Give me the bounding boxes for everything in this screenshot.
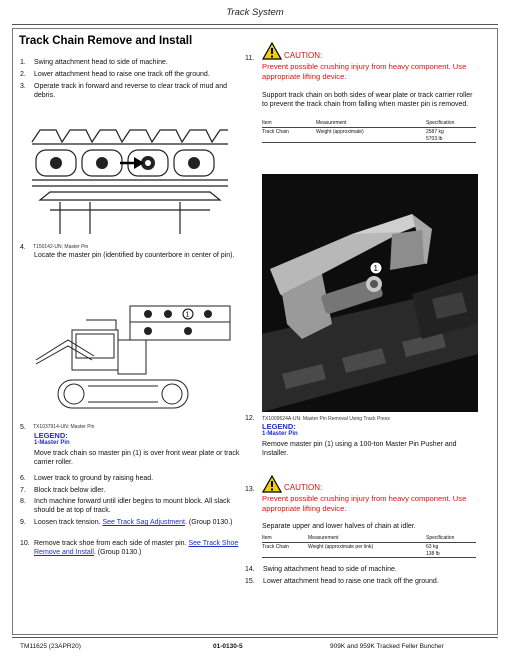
footer-product-name: 909K and 959K Tracked Feller Buncher [330, 643, 444, 650]
legend-item: 1-Master Pin [262, 431, 298, 437]
caution-text: Prevent possible crushing injury from heavy component. Use appropriate lifting device. [262, 62, 467, 81]
warning-triangle-icon [262, 475, 282, 493]
step-11-text: Support track chain on both sides of wear plate or track carrier roller to prevent the track chain from falling when master pin is removed. [262, 92, 473, 109]
step-12-text: Remove master pin (1) using a 100-ton Master Pin Pusher and Installer. [262, 441, 457, 458]
header-divider [12, 24, 498, 25]
warning-triangle-icon [262, 42, 282, 60]
step-text: Swing attachment head to side of machine. [263, 566, 397, 573]
footer-page-number: 01-0130-5 [213, 643, 243, 650]
figure-caption: T150142-UN: Master Pin [33, 244, 89, 250]
section-title: Track Chain Remove and Install [19, 35, 193, 47]
table-row [262, 128, 476, 143]
table-header-cell: Measurement [316, 120, 426, 128]
step-text: Operate track in forward and reverse to clear track of mud and debris. [34, 83, 227, 100]
step-text: Move track chain so master pin (1) is over front wear plate or track carrier roller. [34, 450, 240, 467]
step-number: 5. [20, 424, 26, 431]
step-number: 12. [245, 415, 255, 422]
step-text: Swing attachment head to side of machine. [34, 59, 168, 66]
step-number: 14. [245, 566, 255, 573]
legend-item: 1-Master Pin [34, 440, 70, 446]
step-text: Block track below idler. [34, 487, 106, 494]
caution-text: Prevent possible crushing injury from heavy component. Use appropriate lifting device. [262, 494, 467, 513]
footer-doc-id: TM11625 (23APR20) [20, 643, 81, 650]
see-track-shoe-remove-install-link[interactable]: See Track Shoe Remove and Install [34, 540, 239, 557]
table-header-cell: Item [262, 535, 308, 543]
master-pin-track-drawing [30, 122, 230, 240]
step-number: 1. [20, 59, 26, 66]
step-text: Locate the master pin (identified by counterbore in center of pin). [34, 252, 235, 259]
step-text: Inch machine forward until idler begins to mount block. All slack should be at top of track. [34, 498, 231, 515]
step-number: 7. [20, 487, 26, 494]
photo-callout-number: 1 [373, 263, 378, 273]
table-header-cell: Specification [426, 535, 476, 543]
step-text-after: . (Group 0130.) [93, 549, 142, 557]
figure-caption: TX1009524A-UN: Master Pin Removal Using Track Press [262, 416, 390, 422]
step-number: 15. [245, 578, 255, 585]
legend-title: LEGEND: [34, 431, 68, 440]
legend-title: LEGEND: [262, 422, 296, 431]
step-text-before: Remove track shoe from each side of master pin. [34, 540, 187, 547]
spec-table-track-chain-weight [262, 120, 476, 143]
see-track-sag-adjustment-link[interactable]: See Track Sag Adjustment [102, 519, 185, 526]
table-cell: Weight (approximate) [316, 128, 426, 143]
step-text: Lower attachment head to raise one track off the ground. [34, 71, 210, 78]
step-text-before: Loosen track tension. [34, 519, 101, 526]
table-cell: Weight (approximate per link) [308, 543, 426, 558]
table-header-cell: Measurement [308, 535, 426, 543]
table-header-cell: Item [262, 120, 316, 128]
figure-callout-number: 1 [185, 311, 190, 319]
step-text: Lower track to ground by raising head. [34, 475, 154, 482]
table-cell [426, 543, 476, 558]
spec-table-track-chain-link-weight [262, 535, 476, 558]
step-4-text [34, 251, 244, 260]
caution-label: CAUTION: [284, 51, 323, 60]
step-number: 6. [20, 475, 26, 482]
spec-imperial: 5703 lb [426, 135, 443, 142]
step-text [34, 539, 245, 557]
step-5-text [34, 449, 244, 467]
figure-caption: TX1037914-UN: Master Pin [33, 424, 95, 430]
step-number: 2. [20, 71, 26, 78]
table-cell: Track Chain [262, 128, 316, 143]
page-header-title: Track System [226, 7, 284, 18]
step-number: 9. [20, 519, 26, 526]
master-pin-removal-photo [262, 174, 478, 412]
caution-label: CAUTION: [284, 483, 323, 492]
table-header-cell: Specification [426, 120, 476, 128]
table-header-row [262, 120, 476, 128]
step-text-after: . (Group 0130.) [185, 519, 233, 526]
step-number: 3. [20, 83, 26, 90]
feller-buncher-machine-drawing [28, 300, 238, 418]
step-number: 11. [245, 55, 255, 62]
spec-metric: 63 kg [426, 544, 439, 551]
spec-imperial: 138 lb [426, 550, 440, 557]
table-row [262, 543, 476, 558]
table-cell: Track Chain [262, 543, 308, 558]
step-number: 8. [20, 498, 26, 505]
step-text: Lower attachment head to raise one track off the ground. [263, 578, 439, 585]
spec-metric: 2587 kg [426, 129, 444, 136]
table-cell [426, 128, 476, 143]
step-number: 13. [245, 486, 255, 493]
step-text [34, 518, 245, 527]
footer-divider [12, 637, 498, 638]
table-header-row [262, 535, 476, 543]
step-number: 4. [20, 244, 26, 251]
step-number: 10. [20, 540, 30, 547]
step-13-text: Separate upper and lower halves of chain at idler. [262, 523, 416, 530]
